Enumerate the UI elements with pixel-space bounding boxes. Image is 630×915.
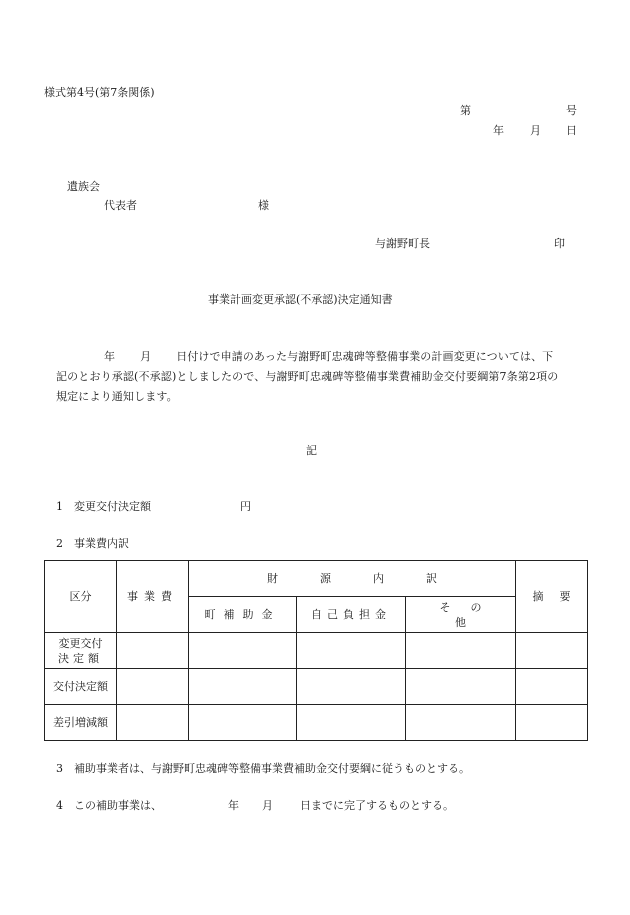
table-cell	[189, 633, 297, 669]
header-town-subsidy: 町補助金	[189, 597, 297, 633]
item-4-number: 4	[56, 799, 63, 812]
seal-mark: 印	[554, 237, 565, 250]
header-self-burden: 自己負担金	[297, 597, 406, 633]
date-year: 年	[493, 124, 504, 137]
header-other: その他	[406, 597, 516, 633]
document-number-prefix: 第	[460, 104, 471, 117]
recipient-organization: 遺族会	[67, 180, 100, 193]
table-cell	[406, 633, 516, 669]
body-line-2: 記のとおり承認(不承認)としましたので、与謝野町忠魂碑等整備事業費補助金交付要綱第7条第2項の	[56, 370, 559, 383]
item-1-number: 1	[56, 500, 63, 513]
recipient-representative: 代表者	[104, 199, 137, 212]
row-label-difference: 差引増減額	[45, 705, 117, 741]
table-cell	[117, 705, 189, 741]
item-3-text: 補助事業者は、与謝野町忠魂碑等整備事業費補助金交付要綱に従うものとする。	[74, 762, 470, 775]
body-line-1	[56, 347, 578, 367]
table-cell	[516, 633, 588, 669]
table-cell	[189, 669, 297, 705]
table-cell	[297, 669, 406, 705]
item-2-label: 事業費内訳	[74, 537, 129, 550]
item-4-year: 年	[228, 799, 239, 812]
body-month: 月	[140, 350, 152, 363]
item-2-number: 2	[56, 537, 63, 550]
header-funding-source: 財源内訳	[189, 561, 516, 597]
item-4-suffix: 日までに完了するものとする。	[300, 799, 454, 812]
table-cell	[406, 705, 516, 741]
sender-name: 与謝野町長	[375, 237, 430, 250]
row-label-granted: 交付決定額	[45, 669, 117, 705]
body-year: 年	[104, 350, 116, 363]
table-row	[45, 705, 588, 741]
table-cell	[516, 705, 588, 741]
ki-heading: 記	[306, 444, 317, 457]
row-label-revised-line-1: 変更交付	[58, 636, 103, 650]
form-label: 様式第4号(第7条関係)	[44, 86, 155, 99]
item-4-prefix: この補助事業は、	[74, 799, 162, 812]
row-label-revised	[45, 633, 117, 669]
cost-breakdown-table	[44, 560, 588, 741]
item-1-label: 変更交付決定額	[74, 500, 151, 513]
table-cell	[297, 633, 406, 669]
document-number-suffix: 号	[566, 104, 577, 117]
item-1-unit: 円	[240, 500, 251, 513]
table-cell	[516, 669, 588, 705]
body-line-1-text: 日付けで申請のあった与謝野町忠魂碑等整備事業の計画変更については、下	[176, 350, 554, 363]
table-cell	[117, 633, 189, 669]
table-cell	[406, 669, 516, 705]
item-4-month: 月	[262, 799, 273, 812]
table-row	[45, 633, 588, 669]
table-cell	[297, 705, 406, 741]
notice-body	[56, 347, 578, 407]
date-day: 日	[566, 124, 577, 137]
body-line-3: 規定により通知します。	[56, 390, 178, 403]
header-note: 摘要	[516, 561, 588, 633]
recipient-honorific: 様	[258, 199, 269, 212]
table-row	[45, 669, 588, 705]
date-month: 月	[530, 124, 541, 137]
document-title: 事業計画変更承認(不承認)決定通知書	[208, 293, 393, 306]
table-cell	[117, 669, 189, 705]
row-label-revised-line-2: 決定額	[58, 651, 103, 665]
item-3-number: 3	[56, 762, 63, 775]
header-cost: 事業費	[117, 561, 189, 633]
table-header-row	[45, 561, 588, 597]
header-category: 区分	[45, 561, 117, 633]
table-cell	[189, 705, 297, 741]
